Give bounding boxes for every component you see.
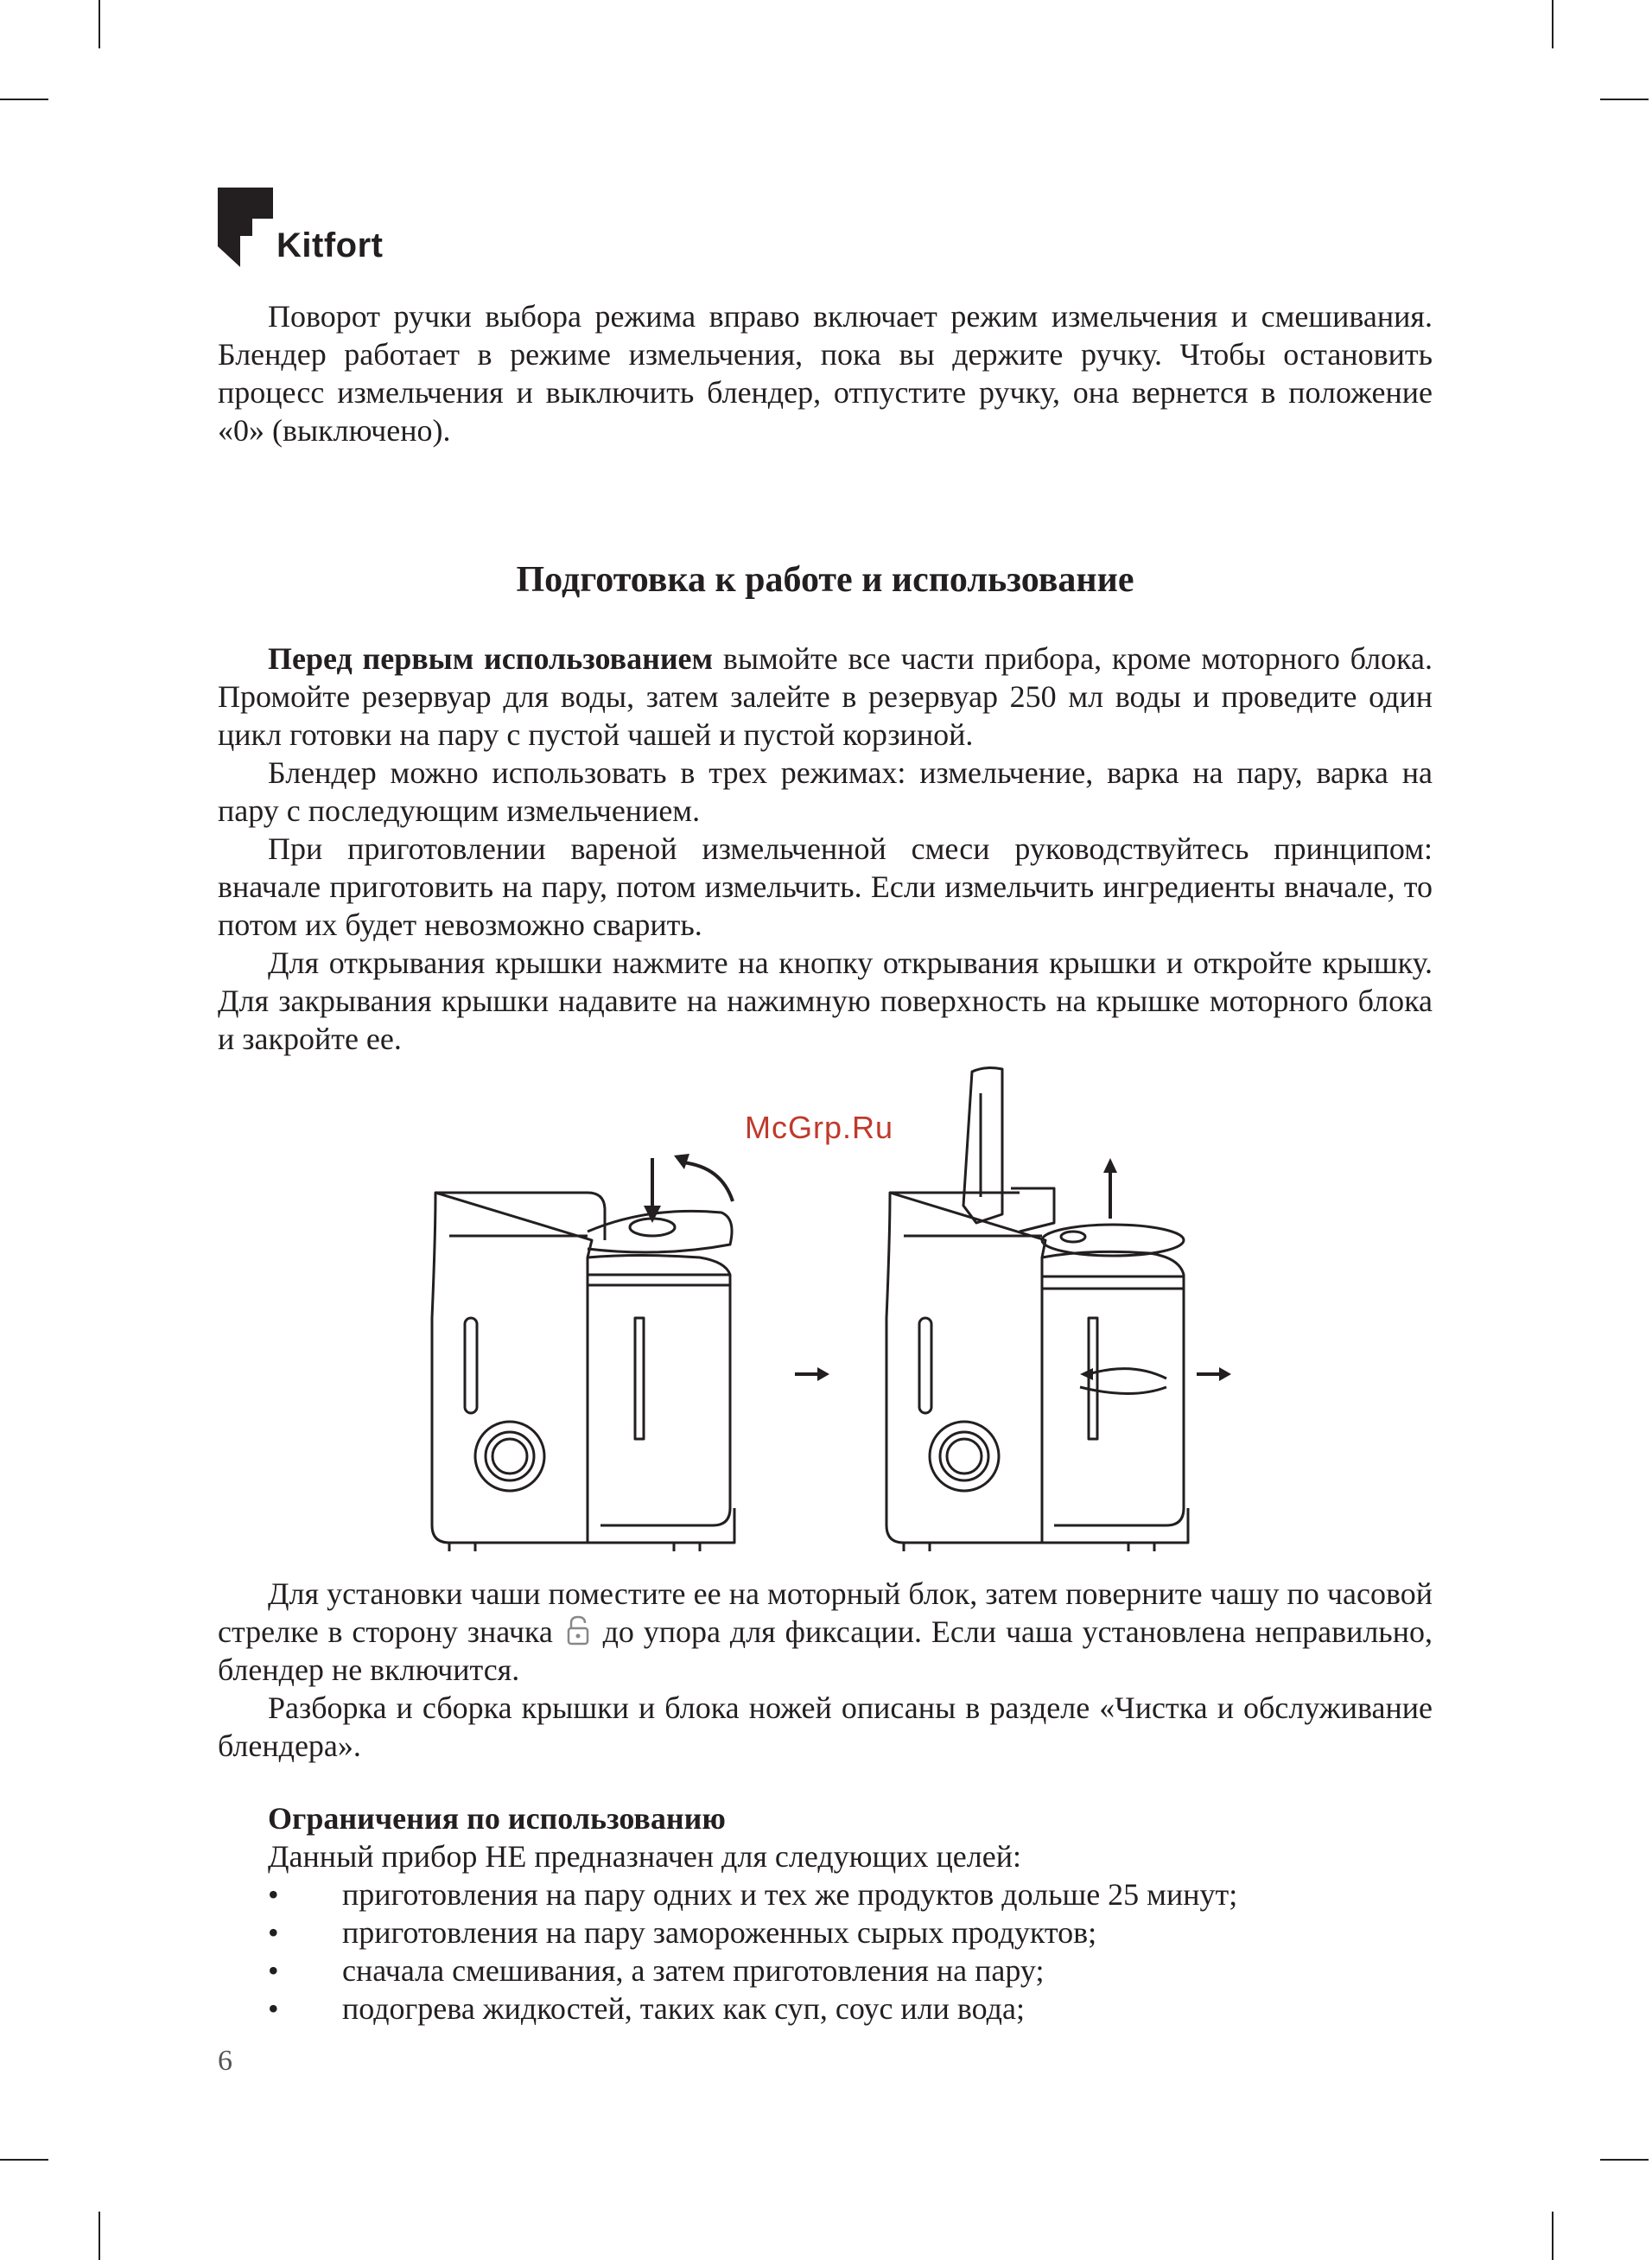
bowl-section: [218, 1575, 1433, 1765]
first-use-bold: Перед первым использованием: [268, 641, 714, 676]
crop-mark: [0, 99, 48, 100]
blender-closed-illustration: [432, 1193, 734, 1551]
list-item: [218, 1951, 1433, 1989]
bowl-text-before: Для установки чаши поместите ее на моторный блок, затем поверните чашу по часовой стрелке в сторону значка: [218, 1576, 1433, 1649]
crop-mark: [1600, 99, 1649, 100]
crop-mark: [1552, 2212, 1554, 2260]
section-body: [218, 640, 1433, 1058]
limits-section: [218, 1799, 1433, 2028]
paragraph-lid: Для открывания крышки нажмите на кнопку открывания крышки и откройте крышку. Для закрывания крышки надавите на нажимную поверхность на крышке моторного блока и закройте ее.: [218, 945, 1433, 1056]
list-item-text: сначала смешивания, а затем приготовления на пару;: [342, 1953, 1045, 1988]
brand-name: Kitfort: [276, 226, 384, 264]
intro-block: [218, 297, 1433, 449]
kitfort-logo: [218, 188, 383, 267]
page-number: 6: [218, 2045, 232, 2077]
crop-mark: [98, 2212, 100, 2260]
list-item-text: подогрева жидкостей, таких как суп, соус или вода;: [342, 1991, 1025, 2026]
list-item-text: приготовления на пару замороженных сырых продуктов;: [342, 1915, 1097, 1950]
bullet: •: [268, 1991, 279, 2026]
list-item: [218, 1913, 1433, 1951]
bullet: •: [268, 1953, 279, 1988]
curved-arrow-icon: [683, 1162, 733, 1201]
kitfort-logo-icon: [218, 188, 273, 267]
list-item: [218, 1989, 1433, 2028]
paragraph-modes: Блендер можно использовать в трех режимах: измельчение, варка на пару, варка на пару с последующим измельчением.: [218, 755, 1433, 828]
unlock-icon: [566, 1614, 590, 1646]
limits-intro: Данный прибор НЕ предназначен для следующих целей:: [268, 1839, 1021, 1874]
paragraph-principle: При приготовлении вареной измельченной смеси руководствуйтесь принципом: вначале приготовить на пару, потом измельчить. Если измельчить ингредиенты вначале, то потом их будет невозможно сварить.: [218, 831, 1433, 942]
paragraph-disassembly: Разборка и сборка крышки и блока ножей описаны в разделе «Чистка и обслуживание блендера».: [218, 1690, 1433, 1763]
bullet: •: [268, 1915, 279, 1950]
limits-list: [218, 1875, 1433, 2028]
watermark: McGrp.Ru: [745, 1110, 894, 1145]
bowl-text-after: до упора для фиксации. Если чаша установлена неправильно, блендер не включится.: [218, 1614, 1433, 1687]
paragraph-first-use: [218, 640, 1433, 754]
bullet: •: [268, 1877, 279, 1912]
paragraph-bowl-install: [218, 1575, 1433, 1689]
section-title: Подготовка к работе и использование: [516, 560, 1134, 600]
crop-mark: [0, 2159, 48, 2161]
list-item-text: приготовления на пару одних и тех же продуктов дольше 25 минут;: [342, 1877, 1238, 1912]
intro-paragraph: Поворот ручки выбора режима вправо включает режим измельчения и смешивания. Блендер работает в режиме измельчения, пока вы держите ручку. Чтобы остановить процесс измельчения и выключить блендер, отпустите ручку, она вернется в положение «0» (выключено).: [218, 299, 1433, 448]
blender-open-illustration: [886, 1068, 1188, 1551]
crop-mark: [98, 0, 100, 48]
first-use-text: вымойте все части прибора, кроме моторного блока. Промойте резервуар для воды, затем залейте в резервуар 250 мл воды и проведите один цикл готовки на пару с пустой чашей и пустой корзиной.: [218, 641, 1433, 752]
limits-title: Ограничения по использованию: [268, 1801, 726, 1836]
crop-mark: [1552, 0, 1554, 48]
list-item: [218, 1875, 1433, 1913]
crop-mark: [1600, 2159, 1649, 2161]
